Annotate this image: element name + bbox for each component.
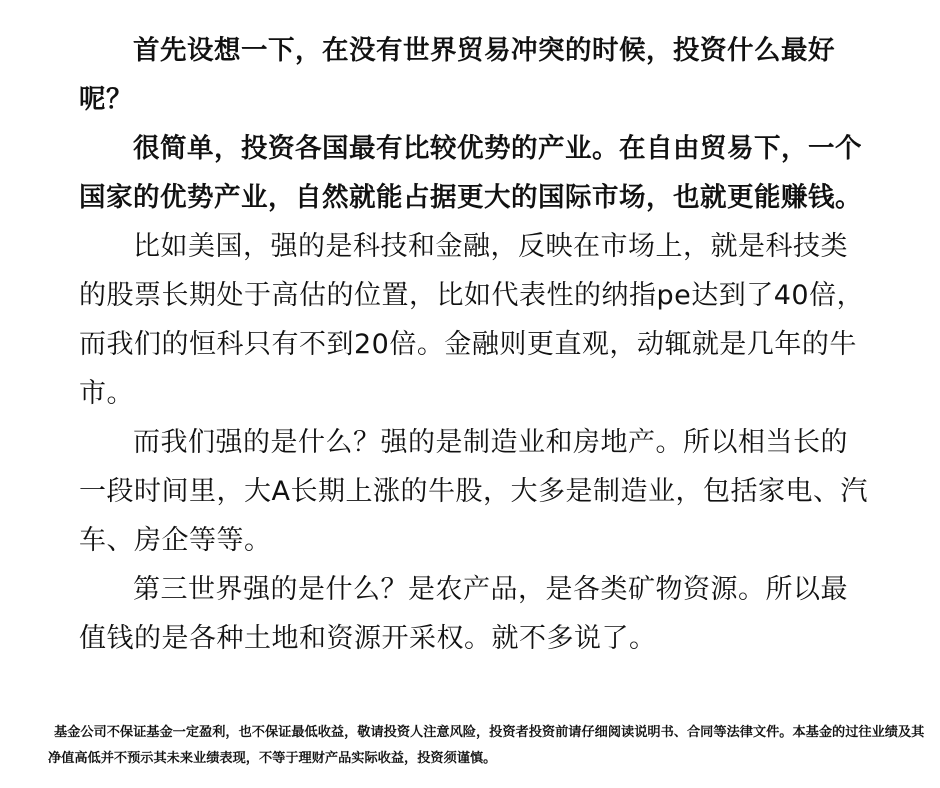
article-body — [79, 26, 869, 663]
risk-disclaimer: 基金公司不保证基金一定盈利，也不保证最低收益，敬请投资人注意风险，投资者投资前请仔细阅读说明书、合同等法律文件。本基金的过往业绩及其净值高低并不预示其未来业绩表现，不等于理财产品实际收益，投资须谨慎。 — [48, 725, 925, 766]
paragraph-china-example: 而我们强的是什么？强的是制造业和房地产。所以相当长的一段时间里，大A长期上涨的牛股，大多是制造业，包括家电、汽车、房企等等。 — [79, 427, 868, 556]
paragraph-question: 首先设想一下，在没有世界贸易冲突的时候，投资什么最好呢？ — [79, 35, 835, 115]
paragraph-usa-example: 比如美国，强的是科技和金融，反映在市场上，就是科技类的股票长期处于高估的位置，比如代表性的纳指pe达到了40倍，而我们的恒科只有不到20倍。金融则更直观，动辄就是几年的牛市。 — [79, 231, 865, 409]
paragraph-third-world: 第三世界强的是什么？是农产品，是各类矿物资源。所以最值钱的是各种土地和资源开采权。就不多说了。 — [79, 574, 848, 654]
paragraph-answer: 很简单，投资各国最有比较优势的产业。在自由贸易下，一个国家的优势产业，自然就能占据更大的国际市场，也就更能赚钱。 — [79, 133, 862, 213]
